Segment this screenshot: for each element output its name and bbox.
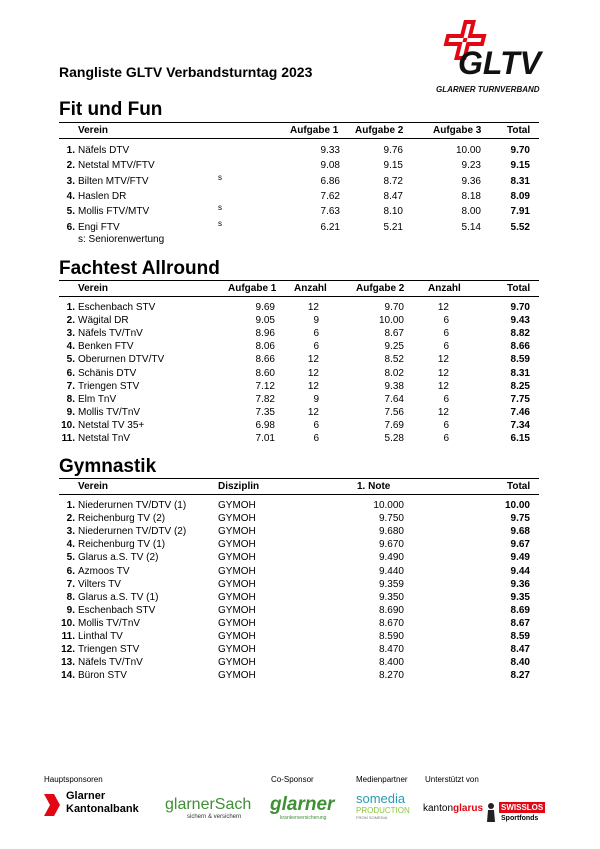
anzahl2-value: 6 [443, 328, 449, 340]
discipline: GYMOH [218, 552, 256, 564]
anzahl2-value: 12 [437, 354, 449, 366]
divider [59, 122, 539, 123]
aufgabe2-value: 5.21 [383, 221, 403, 233]
total-value: 9.67 [510, 539, 530, 551]
rank: 10. [61, 419, 75, 431]
table-row [0, 406, 600, 419]
total-value: 8.47 [510, 644, 530, 656]
kanton-text: kanton [423, 803, 454, 814]
page-title: Rangliste GLTV Verbandsturntag 2023 [59, 64, 313, 80]
rank: 8. [66, 393, 75, 405]
table-row [0, 340, 600, 353]
aufgabe1-value: 9.05 [255, 315, 275, 327]
divider [59, 280, 539, 281]
club-name: Oberurnen DTV/TV [78, 354, 165, 366]
aufgabe1-value: 7.82 [255, 393, 275, 405]
section-title-fit: Fit und Fun [59, 99, 163, 120]
club-name: Triengen STV [78, 644, 140, 656]
total-value: 8.69 [510, 604, 530, 616]
aufgabe1-value: 7.12 [255, 380, 275, 392]
divider [59, 138, 539, 139]
total-value: 8.25 [510, 380, 530, 392]
aufgabe2-value: 8.72 [383, 175, 403, 187]
table-row [0, 630, 600, 643]
discipline: GYMOH [218, 526, 256, 538]
aufgabe2-value: 8.52 [384, 354, 404, 366]
discipline: GYMOH [218, 631, 256, 642]
total-value: 9.43 [510, 315, 530, 327]
divider [59, 296, 539, 297]
club-name: Eschenbach STV [78, 302, 156, 313]
col-header-note: 1. Note [357, 481, 391, 492]
somedia-name: somedia [356, 791, 406, 806]
anzahl1-value: 9 [313, 393, 319, 405]
rank: 1. [66, 500, 75, 511]
rank: 4. [66, 539, 75, 551]
aufgabe2-value: 10.00 [378, 315, 404, 327]
total-value: 7.75 [510, 393, 530, 405]
aufgabe1-value: 6.98 [255, 419, 275, 431]
anzahl1-value: 12 [307, 406, 319, 418]
aufgabe2-value: 9.70 [384, 302, 404, 313]
total-value: 8.31 [510, 175, 530, 187]
aufgabe1-value: 6.86 [320, 175, 340, 187]
divider [59, 494, 539, 495]
aufgabe1-value: 7.62 [320, 190, 340, 202]
table-row [0, 419, 600, 432]
total-value: 6.15 [510, 433, 530, 444]
aufgabe3-value: 9.36 [461, 175, 481, 187]
club-name: Netstal MTV/FTV [78, 160, 155, 172]
rank: 10. [61, 617, 75, 629]
aufgabe1-value: 7.35 [255, 406, 275, 418]
swisslos-logo [485, 800, 555, 828]
rank: 4. [66, 341, 75, 353]
rank: 8. [66, 591, 75, 603]
table-row [0, 301, 600, 314]
anzahl1-value: 9 [313, 315, 319, 327]
col-header-total: Total [507, 481, 531, 492]
club-name: Reichenburg TV (2) [78, 513, 166, 525]
col-header-aufgabe2: Aufgabe 2 [356, 283, 405, 294]
note-value: 9.750 [378, 513, 404, 525]
table-row [0, 525, 600, 538]
discipline: GYMOH [218, 670, 256, 682]
senior-mark: s [218, 218, 222, 228]
club-name: Benken FTV [78, 341, 134, 353]
rank: 2. [66, 315, 75, 327]
col-header-aufgabe2: Aufgabe 2 [355, 125, 404, 136]
rank: 2. [66, 513, 75, 525]
anzahl1-value: 12 [307, 354, 319, 366]
anzahl1-value: 12 [307, 380, 319, 392]
note-value: 8.590 [378, 631, 404, 642]
glarner-kv-tag: krankenversicherung [280, 815, 327, 821]
club-name: Näfels TV/TnV [78, 328, 143, 340]
total-value: 9.70 [510, 302, 530, 313]
club-name: Mollis TV/TnV [78, 406, 141, 418]
anzahl2-value: 6 [443, 315, 449, 327]
anzahl2-value: 6 [443, 419, 449, 431]
senior-mark: s [218, 203, 222, 213]
gkb-icon [40, 792, 62, 818]
rank: 3. [66, 328, 75, 340]
aufgabe2-value: 8.47 [383, 190, 403, 202]
table-row [0, 512, 600, 525]
section-title-fachtest: Fachtest Allround [59, 258, 220, 279]
club-name: Näfels DTV [78, 145, 130, 156]
table-row [0, 159, 600, 172]
logo-text: GLTV [458, 45, 541, 81]
anzahl2-value: 12 [437, 380, 449, 392]
label-co-sponsor: Co-Sponsor [271, 775, 314, 784]
table-row [0, 327, 600, 340]
table-row [0, 669, 600, 682]
seniors-note: s: Seniorenwertung [78, 234, 165, 245]
rank: 4. [66, 190, 75, 202]
table-row [0, 172, 600, 188]
glarnersach-name: glarnerSach [165, 796, 252, 813]
aufgabe3-value: 10.00 [455, 145, 481, 156]
total-value: 8.82 [510, 328, 530, 340]
gltv-logo-icon [436, 18, 562, 98]
note-value: 8.670 [378, 617, 404, 629]
aufgabe2-value: 7.69 [384, 419, 404, 431]
club-name: Niederurnen TV/DTV (1) [78, 500, 187, 511]
total-value: 9.15 [510, 160, 530, 172]
anzahl1-value: 6 [313, 419, 319, 431]
note-value: 9.490 [378, 552, 404, 564]
club-name: Näfels TV/TnV [78, 657, 143, 669]
logo-subtitle: GLARNER TURNVERBAND [436, 85, 540, 94]
rank: 6. [66, 367, 75, 379]
club-name: Schänis DTV [78, 367, 137, 379]
aufgabe2-value: 7.56 [384, 406, 404, 418]
anzahl2-value: 6 [443, 393, 449, 405]
rank: 11. [61, 631, 75, 642]
total-value: 5.52 [510, 221, 530, 233]
note-value: 9.359 [378, 578, 404, 590]
note-value: 8.270 [378, 670, 404, 682]
club-name: Netstal TnV [78, 433, 131, 444]
discipline: GYMOH [218, 644, 256, 656]
aufgabe1-value: 8.66 [255, 354, 275, 366]
club-name: Bilten MTV/FTV [78, 175, 149, 187]
table-row [0, 144, 600, 157]
aufgabe1-value: 7.01 [255, 433, 275, 444]
anzahl2-value: 12 [437, 367, 449, 379]
aufgabe2-value: 5.28 [384, 433, 404, 444]
total-value: 8.59 [510, 631, 530, 642]
aufgabe2-value: 9.76 [383, 145, 403, 156]
club-name: Niederurnen TV/DTV (2) [78, 526, 187, 538]
gkb-line2: Kantonalbank [66, 803, 139, 815]
aufgabe2-value: 9.38 [384, 380, 404, 392]
total-value: 9.70 [510, 145, 530, 156]
senior-mark: s [218, 172, 222, 182]
table-row [0, 432, 600, 445]
somedia-logo [356, 792, 416, 826]
club-name: Triengen STV [78, 380, 140, 392]
swisslos-figure-icon [485, 802, 497, 824]
total-value: 9.49 [510, 552, 530, 564]
rank: 7. [66, 578, 75, 590]
discipline: GYMOH [218, 539, 256, 551]
discipline: GYMOH [218, 657, 256, 669]
rank: 3. [66, 175, 75, 187]
club-name: Glarus a.S. TV (2) [78, 552, 159, 564]
club-name: Vilters TV [78, 578, 121, 590]
rank: 1. [66, 302, 75, 313]
aufgabe2-value: 9.15 [383, 160, 403, 172]
total-value: 8.09 [510, 190, 530, 202]
col-header-total: Total [507, 125, 531, 136]
table-row [0, 643, 600, 656]
rank: 13. [61, 657, 75, 669]
total-value: 8.66 [510, 341, 530, 353]
club-name: Netstal TV 35+ [78, 419, 145, 431]
aufgabe1-value: 8.96 [255, 328, 275, 340]
col-header-anzahl1: Anzahl [294, 283, 327, 294]
anzahl1-value: 6 [313, 433, 319, 444]
discipline: GYMOH [218, 578, 256, 590]
note-value: 8.400 [378, 657, 404, 669]
aufgabe2-value: 8.02 [384, 367, 404, 379]
discipline: GYMOH [218, 617, 256, 629]
somedia-tag: FROM SOMEDIA [356, 815, 388, 820]
section-title-gym: Gymnastik [59, 456, 157, 477]
aufgabe1-value: 9.69 [255, 302, 275, 313]
total-value: 10.00 [504, 500, 530, 511]
total-value: 9.36 [510, 578, 530, 590]
divider [59, 478, 539, 479]
label-unterstuetzt: Unterstützt von [425, 775, 479, 784]
anzahl1-value: 12 [307, 302, 319, 313]
aufgabe3-value: 8.18 [461, 190, 481, 202]
discipline: GYMOH [218, 565, 256, 577]
rank: 14. [61, 670, 75, 682]
col-header-aufgabe1: Aufgabe 1 [228, 283, 277, 294]
somedia-sub: PRODUCTION [356, 806, 410, 815]
table-row [0, 578, 600, 591]
aufgabe2-value: 9.25 [384, 341, 404, 353]
aufgabe1-value: 8.06 [255, 341, 275, 353]
note-value: 9.680 [378, 526, 404, 538]
gltv-logo [436, 18, 562, 98]
aufgabe2-value: 7.64 [384, 393, 404, 405]
total-value: 9.44 [510, 565, 530, 577]
anzahl2-value: 12 [437, 302, 449, 313]
aufgabe1-value: 9.33 [320, 145, 340, 156]
glarner-kv-logo [270, 795, 350, 825]
table-row [0, 656, 600, 669]
total-value: 9.75 [510, 513, 530, 525]
table-row [0, 190, 600, 203]
col-header-verein: Verein [78, 125, 109, 136]
discipline: GYMOH [218, 500, 256, 511]
gkb-logo [40, 790, 160, 824]
club-name: Glarus a.S. TV (1) [78, 591, 159, 603]
club-name: Azmoos TV [78, 565, 130, 577]
table-row [0, 205, 600, 218]
col-header-verein: Verein [78, 481, 109, 492]
label-medienpartner: Medienpartner [356, 775, 408, 784]
gkb-line1: Glarner [66, 790, 106, 802]
glarner-kv-name: glarner [270, 794, 335, 815]
club-name: Mollis TV/TnV [78, 617, 141, 629]
table-row [0, 565, 600, 578]
rank: 3. [66, 526, 75, 538]
aufgabe2-value: 8.67 [384, 328, 404, 340]
col-header-disziplin: Disziplin [218, 481, 260, 492]
col-header-total: Total [507, 283, 531, 294]
rank: 6. [66, 221, 75, 233]
note-value: 8.470 [378, 644, 404, 656]
total-value: 8.59 [510, 354, 530, 366]
label-hauptsponsoren: Hauptsponsoren [44, 775, 103, 784]
aufgabe3-value: 8.00 [461, 206, 481, 218]
discipline: GYMOH [218, 604, 256, 616]
table-row [0, 353, 600, 366]
note-value: 10.000 [373, 500, 404, 511]
total-value: 7.46 [510, 406, 530, 418]
total-value: 8.40 [510, 657, 530, 669]
anzahl2-value: 6 [443, 433, 449, 444]
col-header-verein: Verein [78, 283, 109, 294]
table-row [0, 314, 600, 327]
swisslos-sub: Sportfonds [501, 815, 539, 822]
aufgabe1-value: 9.08 [320, 160, 340, 172]
club-name: Reichenburg TV (1) [78, 539, 166, 551]
swisslos-name: SWISSLOS [501, 803, 544, 812]
rank: 11. [61, 433, 75, 444]
anzahl2-value: 6 [443, 341, 449, 353]
aufgabe3-value: 5.14 [461, 221, 481, 233]
club-name: Mollis FTV/MTV [78, 206, 150, 218]
rank: 5. [66, 206, 75, 218]
note-value: 9.350 [378, 591, 404, 603]
club-name: Wägital DR [78, 315, 129, 327]
aufgabe1-value: 6.21 [320, 221, 340, 233]
note-value: 8.690 [378, 604, 404, 616]
glarnersach-logo [165, 796, 265, 826]
table-row [0, 591, 600, 604]
club-name: Engi FTV [78, 221, 120, 233]
anzahl2-value: 12 [437, 406, 449, 418]
table-row [0, 538, 600, 551]
table-row [0, 604, 600, 617]
club-name: Elm TnV [78, 393, 117, 405]
rank: 2. [66, 160, 75, 172]
club-name: Haslen DR [78, 190, 127, 202]
table-row [0, 499, 600, 512]
total-value: 8.31 [510, 367, 530, 379]
col-header-aufgabe3: Aufgabe 3 [433, 125, 482, 136]
total-value: 7.91 [510, 206, 530, 218]
rank: 5. [66, 354, 75, 366]
total-value: 8.67 [510, 617, 530, 629]
rank: 9. [66, 604, 75, 616]
rank: 12. [61, 644, 75, 656]
rank: 7. [66, 380, 75, 392]
rank: 5. [66, 552, 75, 564]
col-header-aufgabe1: Aufgabe 1 [290, 125, 339, 136]
glarnersach-tag: sichern & versichern [187, 814, 242, 820]
aufgabe3-value: 9.23 [461, 160, 481, 172]
aufgabe2-value: 8.10 [383, 206, 403, 218]
table-row [0, 617, 600, 630]
table-row [0, 380, 600, 393]
note-value: 9.670 [378, 539, 404, 551]
club-name: Büron STV [78, 670, 127, 682]
discipline: GYMOH [218, 513, 256, 525]
total-value: 9.68 [510, 526, 530, 538]
club-name: Linthal TV [78, 631, 123, 642]
aufgabe1-value: 7.63 [320, 206, 340, 218]
table-row [0, 218, 600, 234]
total-value: 7.34 [510, 419, 530, 431]
col-header-anzahl2: Anzahl [428, 283, 461, 294]
discipline: GYMOH [218, 591, 256, 603]
aufgabe1-value: 8.60 [255, 367, 275, 379]
table-row [0, 551, 600, 564]
rank: 9. [66, 406, 75, 418]
glarus-text: glarus [453, 803, 484, 814]
rank: 1. [66, 145, 75, 156]
anzahl1-value: 6 [313, 328, 319, 340]
table-row [0, 393, 600, 406]
table-row [0, 367, 600, 380]
rank: 6. [66, 565, 75, 577]
anzahl1-value: 6 [313, 341, 319, 353]
kanton-glarus-logo [423, 803, 483, 819]
club-name: Eschenbach STV [78, 604, 156, 616]
total-value: 9.35 [510, 591, 530, 603]
total-value: 8.27 [510, 670, 530, 682]
anzahl1-value: 12 [307, 367, 319, 379]
note-value: 9.440 [378, 565, 404, 577]
